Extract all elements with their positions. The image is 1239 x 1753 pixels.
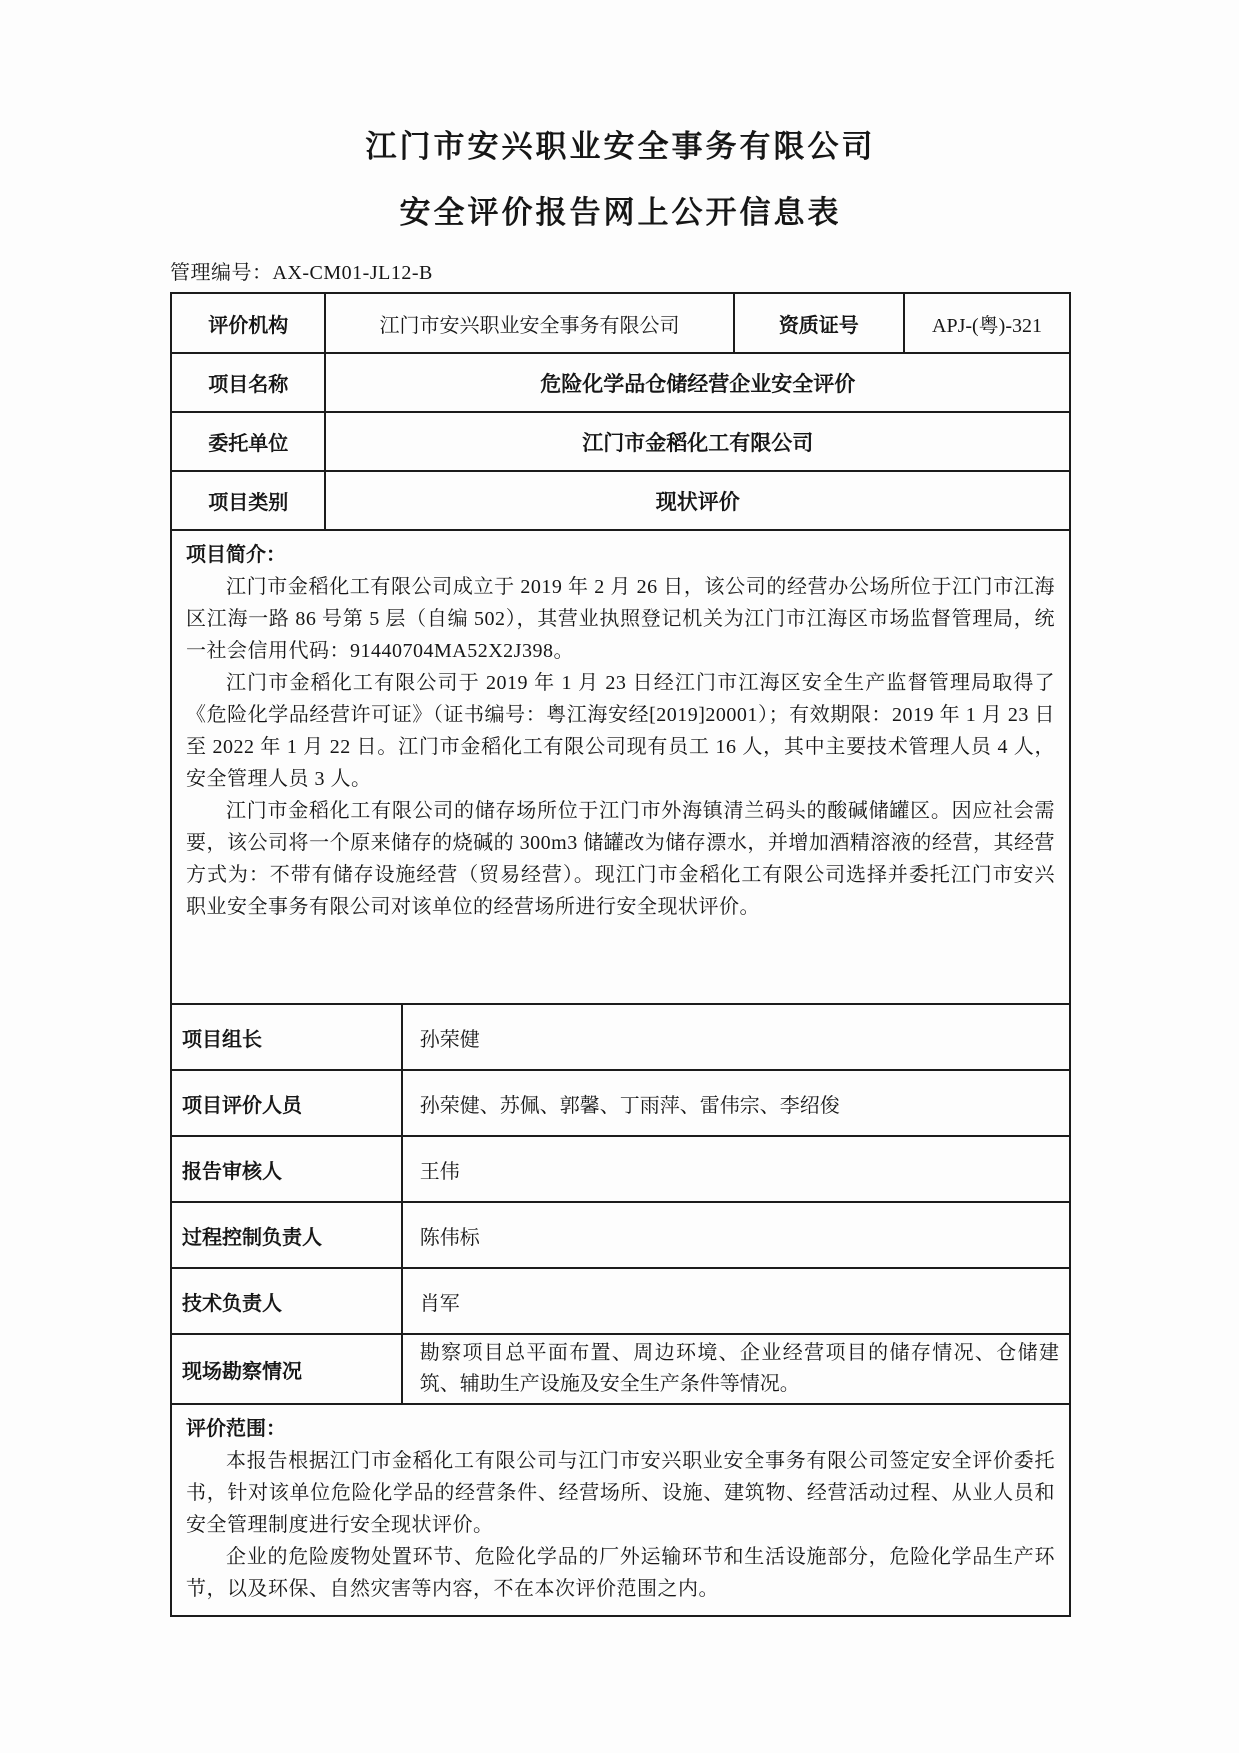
info-table	[170, 292, 1071, 1617]
site-survey-value: 勘察项目总平面布置、周边环境、企业经营项目的储存情况、仓储建筑、辅助生产设施及安全生产条件等情况。	[401, 1335, 1069, 1403]
category-label: 项目类别	[208, 492, 289, 514]
project-intro-paragraph-3: 江门市金稻化工有限公司的储存场所位于江门市外海镇清兰码头的酸碱储罐区。因应社会需要，该公司将一个原来储存的烧碱的 300m3 储罐改为储存漂水，并增加酒精溶液的经营，其经营方式为：不带有储存设施经营（贸易经营）。现江门市金稻化工有限公司选择并委托江门市安兴职业安全事务有限公司对该单位的经营场所进行安全现状评价。	[186, 800, 1055, 918]
project-name-label: 项目名称	[208, 374, 289, 396]
project-intro-cell	[172, 531, 1069, 1003]
certificate-label: 资质证号	[733, 294, 903, 352]
scope-paragraph-1: 本报告根据江门市金稻化工有限公司与江门市安兴职业安全事务有限公司签定安全评价委托书，针对该单位危险化学品的经营条件、经营场所、设施、建筑物、经营活动过程、从业人员和安全管理制度进行安全现状评价。	[186, 1450, 1055, 1536]
certificate-value: APJ-(粤)-321	[903, 294, 1069, 352]
project-leader-label: 项目组长	[182, 1028, 262, 1051]
table-row-evaluators	[172, 1069, 1069, 1135]
client-value: 江门市金稻化工有限公司	[324, 413, 1069, 470]
project-name-value: 危险化学品仓储经营企业安全评价	[324, 354, 1069, 411]
project-intro-paragraph-2: 江门市金稻化工有限公司于 2019 年 1 月 23 日经江门市江海区安全生产监督管理局取得了《危险化学品经营许可证》（证书编号：粤江海安经[2019]20001）；有效期限：2019 年 1 月 23 日至 2022 年 1 月 22 日。江门市金稻化工有限公司现有员工 16 人，其中主要技术管理人员 4 人，安全管理人员 3 人。	[186, 672, 1055, 790]
report-reviewer-value: 王伟	[401, 1137, 1069, 1201]
management-number: 管理编号：AX-CM01-JL12-B	[170, 262, 433, 284]
table-row-project-leader	[172, 1003, 1069, 1069]
evaluators-value: 孙荣健、苏佩、郭馨、丁雨萍、雷伟宗、李绍俊	[401, 1071, 1069, 1135]
client-label: 委托单位	[208, 433, 289, 455]
table-row-site-survey	[172, 1333, 1069, 1403]
project-leader-value: 孙荣健	[401, 1005, 1069, 1069]
document-content	[170, 128, 1071, 1617]
table-row-project-intro	[172, 529, 1069, 1003]
evaluators-label: 项目评价人员	[182, 1094, 302, 1117]
table-row-category	[172, 470, 1069, 529]
technical-director-label: 技术负责人	[182, 1292, 282, 1315]
table-row-project-name	[172, 352, 1069, 411]
project-intro-heading: 项目简介：	[186, 544, 286, 566]
technical-director-value: 肖军	[401, 1269, 1069, 1333]
scope-heading: 评价范围：	[186, 1418, 286, 1440]
agency-label: 评价机构	[208, 314, 289, 337]
process-controller-value: 陈伟标	[401, 1203, 1069, 1267]
table-row-scope	[172, 1403, 1069, 1615]
scope-cell	[172, 1405, 1069, 1615]
table-row-client	[172, 411, 1069, 470]
project-intro-paragraph-1: 江门市金稻化工有限公司成立于 2019 年 2 月 26 日，该公司的经营办公场所位于江门市江海区江海一路 86 号第 5 层（自编 502），其营业执照登记机关为江门市江海区市场监督管理局，统一社会信用代码：91440704MA52X2J398。	[186, 576, 1055, 662]
document-title-line1: 江门市安兴职业安全事务有限公司	[365, 129, 876, 164]
table-row-process-controller	[172, 1201, 1069, 1267]
table-row-agency	[172, 294, 1069, 352]
agency-value: 江门市安兴职业安全事务有限公司	[324, 294, 732, 352]
category-value: 现状评价	[324, 472, 1069, 529]
table-row-report-reviewer	[172, 1135, 1069, 1201]
report-reviewer-label: 报告审核人	[182, 1160, 282, 1183]
table-row-technical-director	[172, 1267, 1069, 1333]
site-survey-label: 现场勘察情况	[182, 1360, 302, 1383]
scope-paragraph-2: 企业的危险废物处置环节、危险化学品的厂外运输环节和生活设施部分，危险化学品生产环节，以及环保、自然灾害等内容，不在本次评价范围之内。	[186, 1546, 1055, 1600]
document-title-line2: 安全评价报告网上公开信息表	[399, 195, 842, 230]
process-controller-label: 过程控制负责人	[182, 1226, 322, 1249]
